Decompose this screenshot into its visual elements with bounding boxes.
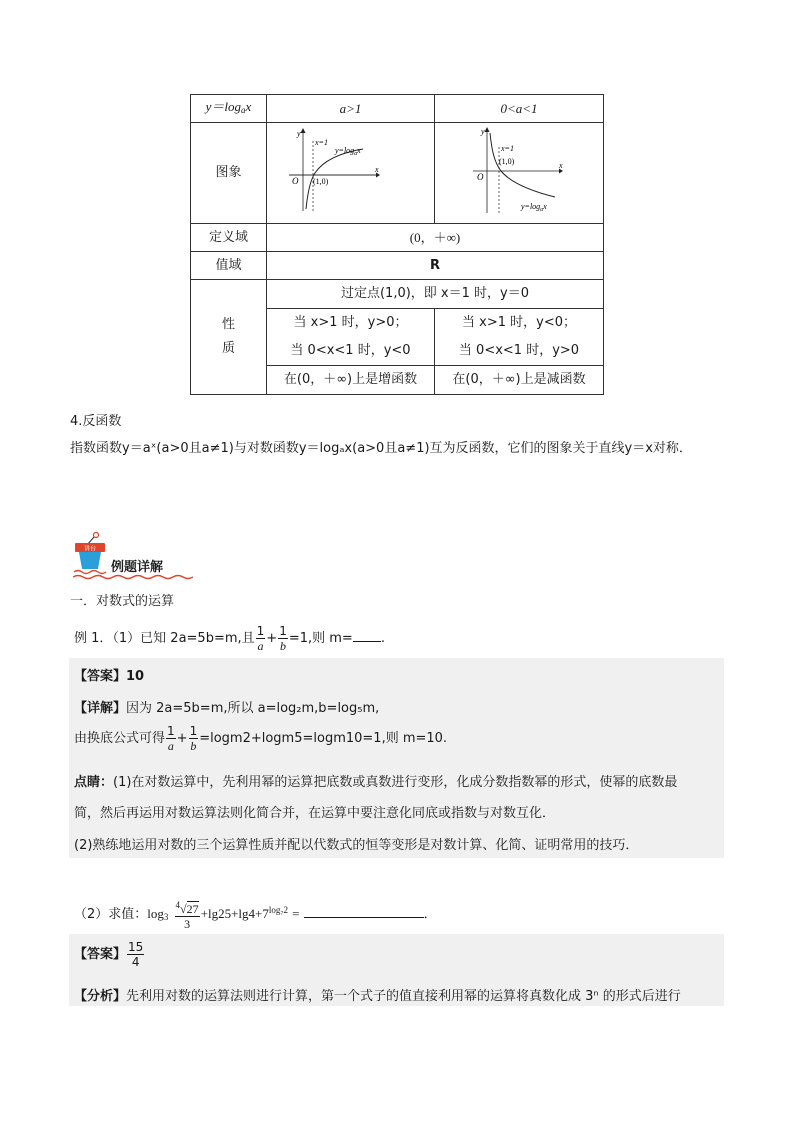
fixed-point: 过定点(1,0)，即 x＝1 时，y＝0 <box>267 280 604 309</box>
graph1-curve-x: x <box>357 146 361 155</box>
detail1-plus: + <box>176 731 188 746</box>
example2-den: 3 <box>184 917 191 931</box>
tip-label: 点睛： <box>74 775 114 790</box>
graph2-x1-label: x=1 <box>501 144 514 153</box>
badge-underline-wave <box>73 573 193 581</box>
graph2-curve-x: x <box>543 202 547 211</box>
detail1-line2-suffix: =logm2+logm5=logm10=1,则 m=10. <box>199 731 448 746</box>
example1-suffix: =1,则 m= <box>288 631 353 646</box>
graph1-curve-sub: a <box>354 151 358 157</box>
detail1-text: 因为 2a=5b=m,所以 a=log₂m,b=log₅m, <box>126 701 380 716</box>
function-base: a <box>241 105 246 115</box>
graph-decreasing <box>435 123 604 217</box>
graph1-x-label: x <box>375 165 379 174</box>
answer2-label: 【答案】 <box>74 947 127 962</box>
example2-blank <box>304 917 424 918</box>
answer-block-1 <box>69 658 724 858</box>
header-a-gt-1: a>1 <box>267 95 435 123</box>
detail-frac1-den: a <box>167 739 174 753</box>
graph2-y-label: y <box>481 127 485 136</box>
frac2-den: b <box>280 639 287 653</box>
section4-heading: 4.反函数 <box>70 414 122 429</box>
prop-gt1-1: 当 0<x<1 时，y<0 <box>267 337 435 366</box>
example1-plus: + <box>266 631 278 646</box>
example2-question <box>74 898 437 931</box>
tip-line3: (2)熟练地运用对数的三个运算性质并配以代数式的恒等变形是对数计算、化简、证明常用的技巧． <box>74 838 639 853</box>
example2-frac <box>175 898 200 931</box>
graph-decreasing-cell <box>435 123 604 224</box>
domain-value: (0，＋∞) <box>267 224 604 252</box>
example2-eq: = <box>292 906 300 921</box>
example2-prefix: （2）求值： <box>74 907 148 922</box>
example2-period: ． <box>423 907 437 922</box>
example1-frac1 <box>256 624 266 653</box>
row-label-domain: 定义域 <box>191 224 267 252</box>
root-index: 4 <box>175 900 181 910</box>
header-a-lt-1: 0<a<1 <box>435 95 604 123</box>
function-label: y＝log <box>205 99 242 114</box>
example1-period: . <box>380 631 385 646</box>
example2-exp: log₇2 <box>268 905 288 915</box>
graph2-curve-sub: a <box>540 207 544 213</box>
frac2-num: 1 <box>279 624 287 638</box>
example2-log: log <box>147 906 164 921</box>
graph2-curve-text: y=log <box>521 202 541 211</box>
row-label-graph: 图象 <box>191 123 267 224</box>
prop-gt1-0: 当 x>1 时，y>0； <box>267 309 435 338</box>
example1-blank <box>353 641 381 642</box>
section4-text: 指数函数y＝aˣ(a>0且a≠1)与对数函数y＝logₐx(a>0且a≠1)互为反函数，它们的图象关于直线y＝x对称． <box>70 441 692 456</box>
frac1-den: a <box>257 639 264 653</box>
answer1-line <box>74 665 144 684</box>
example-badge <box>73 531 233 583</box>
badge-icon-text: 讲台 <box>83 545 97 553</box>
graph1-origin-label: O <box>292 176 299 186</box>
tip-text1: (1)在对数运算中，先利用幂的运算把底数或真数进行变形，化成分数指数幂的形式，使幂的底数最 <box>113 775 678 790</box>
answer2-den: 4 <box>131 955 140 969</box>
analysis-label: 【分析】 <box>74 989 127 1004</box>
example2-log-sub: 3 <box>163 912 169 922</box>
tip-line1 <box>74 771 677 790</box>
example2-root: $^4$√27 <box>175 900 199 916</box>
answer2-num: 15 <box>128 940 144 954</box>
properties-label-2: 质 <box>221 341 235 356</box>
log-function-properties-table <box>190 94 604 395</box>
example1-prefix: 例 1．（1）已知 2a=5b=m,且 <box>74 631 255 646</box>
detail-frac2-den: b <box>190 739 197 753</box>
graph2-curve-label <box>520 202 547 213</box>
graph2-point-label: (1,0) <box>499 157 515 166</box>
graph1-y-label: y <box>297 129 301 138</box>
podium-icon <box>73 531 109 575</box>
row-label-properties <box>191 280 267 395</box>
detail1-label: 【详解】 <box>74 701 127 716</box>
prop-lt1-2: 在(0，＋∞)上是减函数 <box>435 366 604 395</box>
prop-lt1-1: 当 0<x<1 时，y>0 <box>435 337 604 366</box>
graph1-x1-label: x=1 <box>315 138 328 147</box>
answer2-frac <box>127 940 144 969</box>
detail1-line1 <box>74 697 379 716</box>
detail1-frac1 <box>166 724 176 753</box>
prop-gt1-2: 在(0，＋∞)上是增函数 <box>267 366 435 395</box>
detail-frac2-num: 1 <box>189 724 198 738</box>
frac1-num: 1 <box>256 624 265 638</box>
tip-line2: 简，然后再运用对数运算法则化简合并，在运算中要注意化同底或指数与对数互化． <box>74 806 556 821</box>
example1-frac2 <box>278 624 288 653</box>
row-label-range: 值域 <box>191 252 267 280</box>
section1-title: 一．对数式的运算 <box>70 594 175 609</box>
example2-rest: +lg25+lg4+7 <box>200 906 269 921</box>
graph2-origin-label: O <box>477 172 484 182</box>
header-function <box>191 95 267 123</box>
answer1-value: 10 <box>126 669 145 684</box>
answer2-line <box>74 940 145 969</box>
detail1-line2 <box>74 724 447 753</box>
range-value: R <box>267 252 604 280</box>
detail1-line2-prefix: 由换底公式可得 <box>74 731 166 746</box>
graph1-curve-text: y=log <box>335 146 355 155</box>
analysis-line <box>74 985 681 1004</box>
graph1-point-label: (1,0) <box>313 177 329 186</box>
graph-increasing <box>267 123 435 217</box>
example1-question <box>74 624 385 653</box>
graph-increasing-cell <box>267 123 435 224</box>
properties-label-1: 性 <box>221 317 235 332</box>
prop-lt1-0: 当 x>1 时，y<0； <box>435 309 604 338</box>
answer1-label: 【答案】 <box>74 669 127 684</box>
badge-title: 例题详解 <box>111 560 164 575</box>
analysis-text: 先利用对数的运算法则进行计算，第一个式子的值直接利用幂的运算将真数化成 3ⁿ 的形式后进行 <box>126 989 681 1004</box>
function-var: x <box>245 99 252 114</box>
root-body: 27 <box>186 902 199 916</box>
detail1-frac2 <box>189 724 199 753</box>
detail-frac1-num: 1 <box>167 724 175 738</box>
graph2-x-label: x <box>559 161 563 170</box>
